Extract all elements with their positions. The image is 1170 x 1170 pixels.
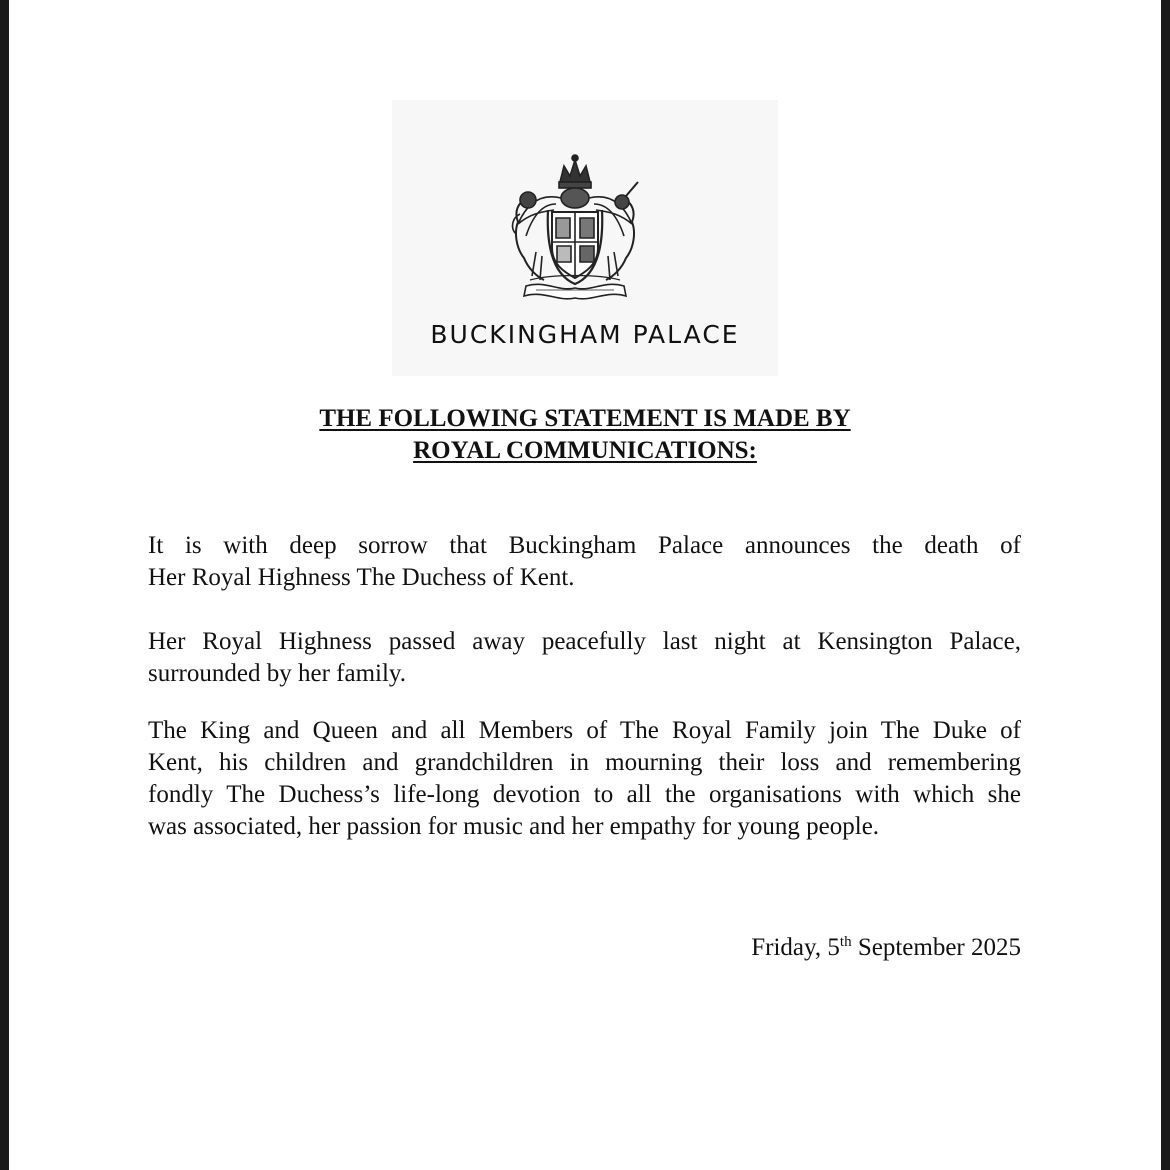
palace-name: BUCKINGHAM PALACE	[430, 320, 740, 349]
statement-heading-line-1: THE FOLLOWING STATEMENT IS MADE BY	[319, 405, 851, 432]
paragraph-2-line-2: surrounded by her family.	[148, 660, 407, 687]
paragraph-3-line-3: fondly The Duchess’s life-long devotion to all the organisations with which she	[148, 781, 1021, 808]
statement-heading-line-2: ROYAL COMMUNICATIONS:	[413, 437, 757, 464]
royal-coat-of-arms-icon	[496, 152, 654, 304]
paragraph-1-line-1: It is with deep sorrow that Buckingham Palace announces the death of	[148, 532, 1021, 559]
date-ordinal-suffix: th	[839, 934, 852, 950]
paragraph-2-line-1: Her Royal Highness passed away peacefully last night at Kensington Palace,	[148, 628, 1021, 655]
paragraph-3-line-4: was associated, her passion for music and her empathy for young people.	[148, 813, 880, 840]
letterhead	[392, 100, 778, 376]
paragraph-3-line-2: Kent, his children and grandchildren in mourning their loss and remembering	[148, 749, 1021, 776]
statement-date	[751, 932, 1021, 964]
right-page-edge	[1161, 0, 1170, 1170]
left-page-edge	[0, 0, 9, 1170]
date-rest: September 2025	[851, 934, 1021, 961]
paragraph-1	[148, 530, 1021, 594]
paragraph-1-line-2: Her Royal Highness The Duchess of Kent.	[148, 564, 575, 591]
paragraph-3	[148, 715, 1021, 843]
paragraph-2	[148, 626, 1021, 690]
date-prefix: Friday, 5	[751, 934, 840, 961]
paragraph-3-line-1: The King and Queen and all Members of The Royal Family join The Duke of	[148, 717, 1021, 744]
